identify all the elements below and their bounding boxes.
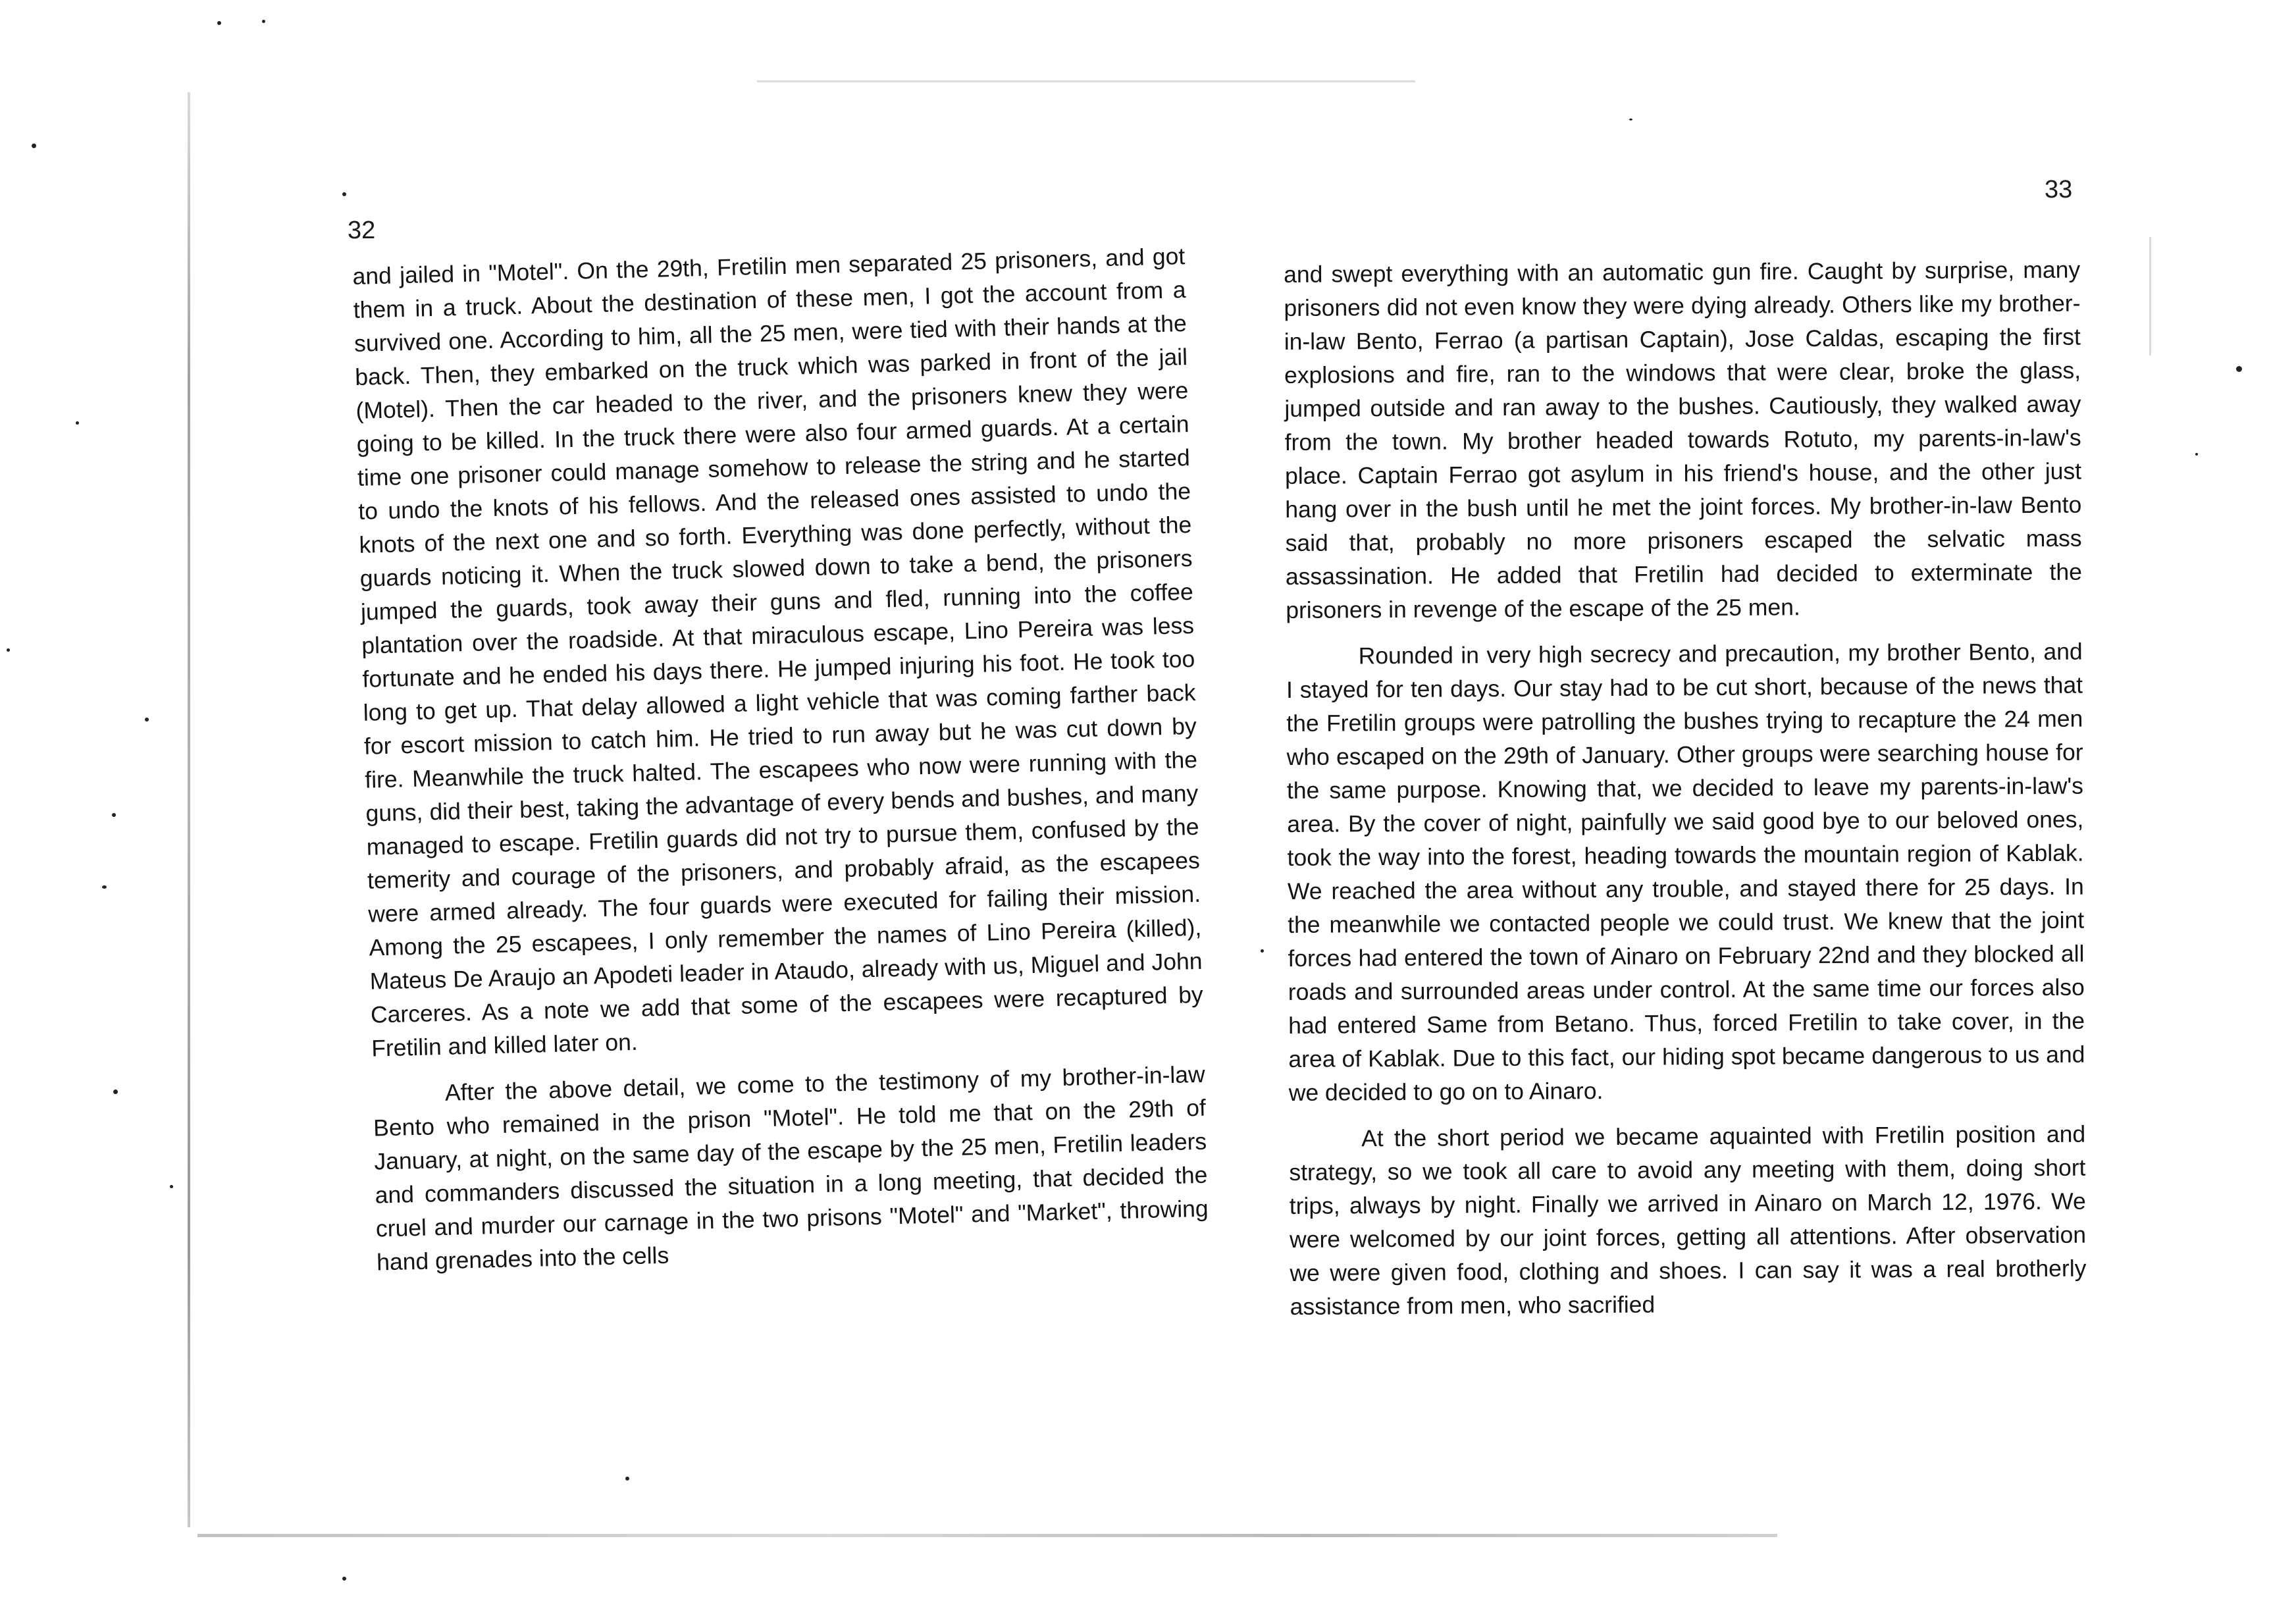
page-number-left: 32 [348, 217, 376, 244]
scan-speck [625, 1477, 629, 1481]
scan-speck [2195, 453, 2198, 456]
scan-speck [1261, 949, 1264, 953]
scan-speck [342, 192, 346, 196]
scan-edge-bottom [197, 1534, 1777, 1537]
left-paragraph-1: and jailed in "Motel". On the 29th, Fretilin men separated 25 prisoners, and got them in a truck. About the destination of these men, I got the account from a survived one. According to him, all the 25 men, were tied with their hands at the back. Then, they embarked on the truck which was parked in front of the jail (Motel). Then the car headed to the river, and the prisoners knew they were going to be killed. In the truck there were also four armed guards. At a certain time one prisoner could manage somehow to release the string and he started to undo the knots of his fellows. And the released ones assisted to undo the knots of the next one and so forth. Everything was done perfectly, without the guards noticing it. When the truck slowed down to take a bend, the prisoners jumped the guards, took away their guns and fled, running into the coffee plantation over the roadside. At that miraculous escape, Lino Pereira was less fortunate and he ended his days there. He jumped injuring his foot. He took too long to get up. That delay allowed a light vehicle that was coming farther back for escort mission to catch him. He tried to run away but he was cut down by fire. Meanwhile the truck halted. The escapees who now were running with the guns, did their best, taking the advantage of every bends and bushes, and many managed to escape. Fretilin guards did not try to pursue them, confused by the temerity and courage of the prisoners, and probably afraid, as the escapees were armed already. The four guards were executed for failing their mission. Among the 25 escapees, I only remember the names of Lino Pereira (killed), Mateus De Araujo an Apodeti leader in Ataudo, already with us, Miguel and John Carceres. As a note we add that some of the escapees were recaptured by Fretilin and killed later on. [352, 243, 1204, 1062]
scan-edge-top [757, 80, 1415, 82]
right-paragraph-3: At the short period we became aquainted with Fretilin position and strategy, so we took all care to avoid any meeting with them, doing short trips, always by night. Finally we arrived in Ainaro on March 12, 1976. We were welcomed by our joint forces, getting all attentions. After observation we were given food, clothing and shoes. I can say it was a real brotherly assistance from men, who sacrified [1289, 1120, 2087, 1320]
scan-speck [1629, 118, 1632, 120]
scan-speck [112, 813, 116, 817]
left-page-text-column [352, 240, 1209, 1279]
left-paragraph-2: After the above detail, we come to the testimony of my brother-in-law Bento who remained in the prison "Motel". He told me that on the 29th of January, at night, on the same day of the escape by the 25 men, Fretilin leaders and commanders discussed the situation in a long meeting, that decided the cruel and murder our carnage in the two prisons "Motel" and "Market", throwing hand grenades into the cells [373, 1061, 1209, 1276]
scan-speck [76, 421, 79, 425]
scan-speck [217, 21, 221, 25]
scan-speck [113, 1089, 118, 1094]
right-page-text-column [1284, 253, 2087, 1324]
scan-speck [32, 144, 36, 148]
scan-speck [102, 885, 107, 889]
right-paragraph-1: and swept everything with an automatic gun fire. Caught by surprise, many prisoners did not even know they were dying already. Others like my brother-in-law Bento, Ferrao (a partisan Captain), Jose Caldas, escaping the first explosions and fire, ran to the windows that were clear, broke the glass, jumped outside and ran away to the bushes. Cautiously, they walked away from the town. My brother headed towards Rotuto, my parents-in-law's place. Captain Ferrao got asylum in his friend's house, and the other just hang over in the bush until he met the joint forces. My brother-in-law Bento said that, probably no more prisoners escaped the selvatic mass assassination. He added that Fretilin had decided to exterminate the prisoners in revenge of the escape of the 25 men. [1284, 256, 2083, 623]
scan-speck [145, 718, 149, 722]
scan-speck [7, 648, 10, 652]
scan-edge-left [188, 92, 190, 1527]
right-paragraph-2: Rounded in very high secrecy and precaution, my brother Bento, and I stayed for ten days. Our stay had to be cut short, because of the news that the Fretilin groups were patrolling the bushes trying to recapture the 24 men who escaped on the 29th of January. Other groups were searching house for the same purpose. Knowing that, we decided to leave my parents-in-law's area. By the cover of night, painfully we said good bye to our beloved ones, took the way into the forest, heading towards the mountain region of Kablak. We reached the area without any trouble, and stayed there for 25 days. In the meanwhile we contacted people we could trust. We knew that the joint forces had entered the town of Ainaro on February 22nd and they blocked all roads and surrounded areas under control. At the same time our forces also had entered Same from Betano. Thus, forced Fretilin to take cover, in the area of Kablak. Due to this fact, our hiding spot became dangerous to us and we decided to go on to Ainaro. [1286, 638, 2085, 1106]
scan-speck [342, 1577, 346, 1581]
scan-edge-right [2149, 237, 2151, 355]
scan-speck [2236, 366, 2242, 372]
scan-speck [170, 1185, 173, 1188]
scan-speck [262, 20, 265, 23]
page-number-right: 33 [2045, 176, 2073, 203]
